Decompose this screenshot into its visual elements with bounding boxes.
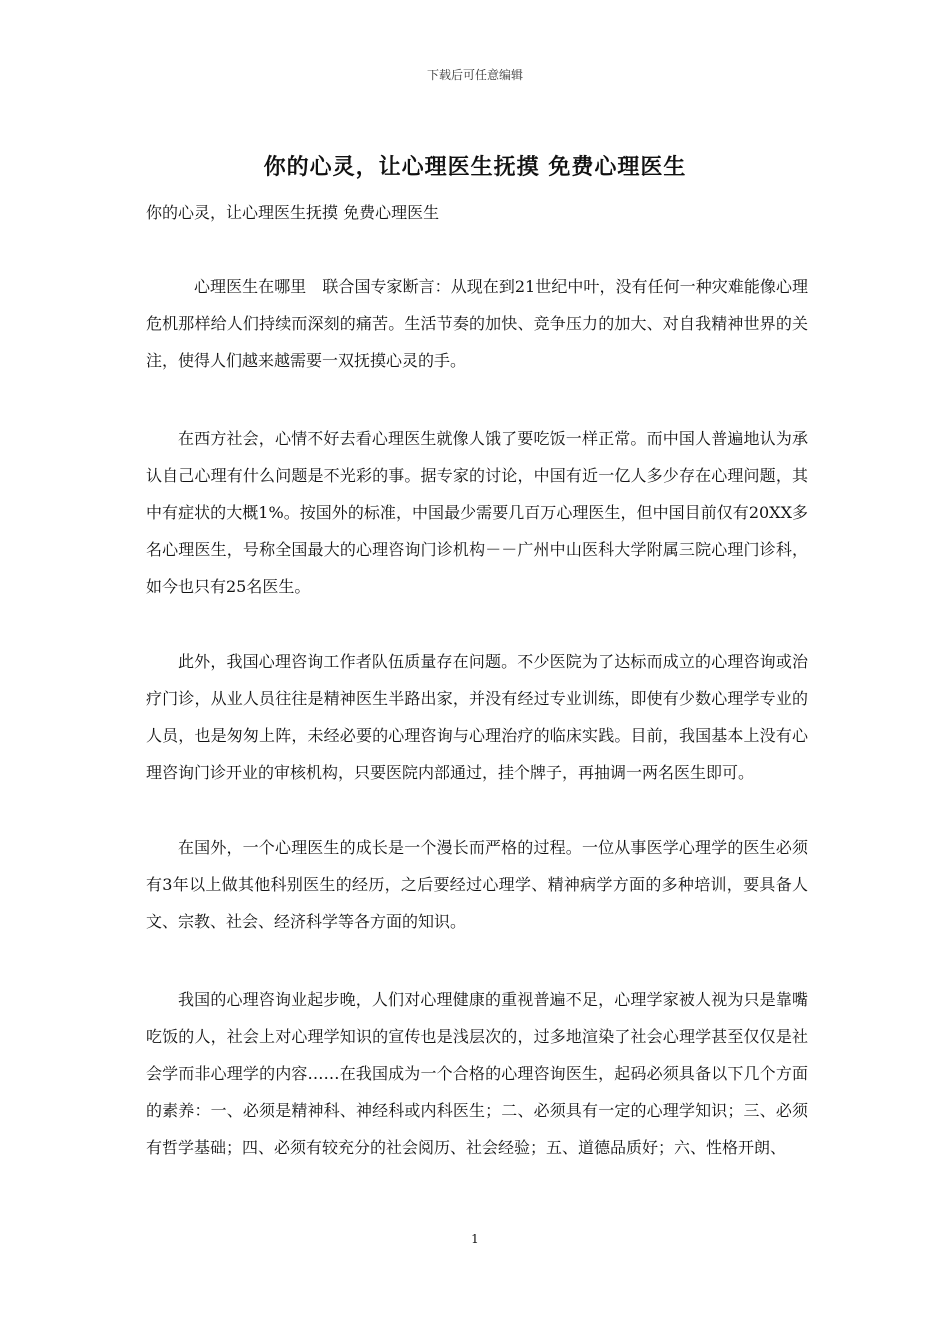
paragraph-block [146,643,808,791]
paragraph-block [146,420,808,605]
document-subtitle: 你的心灵，让心理医生抚摸 免费心理医生 [146,203,440,222]
paragraph: 在西方社会，心情不好去看心理医生就像人饿了要吃饭一样正常。而中国人普遍地认为承认自己心理有什么问题是不光彩的事。据专家的讨论，中国有近一亿人多少存在心理问题，其中有症状的大概1%。按国外的标准，中国最少需要几百万心理医生，但中国目前仅有20XX多名心理医生，号称全国最大的心理咨询门诊机构－－广州中山医科大学附属三院心理门诊科，如今也只有25名医生。 [146,429,808,596]
paragraph-block [146,268,808,379]
document-title: 你的心灵，让心理医生抚摸 免费心理医生 [263,154,687,180]
page-number: 1 [471,1232,479,1246]
paragraph: 心理医生在哪里 联合国专家断言：从现在到21世纪中叶，没有任何一种灾难能像心理危机那样给人们持续而深刻的痛苦。生活节奏的加快、竞争压力的加大、对自我精神世界的关注，使得人们越来越需要一双抚摸心灵的手。 [146,277,808,370]
paragraph: 我国的心理咨询业起步晚，人们对心理健康的重视普遍不足，心理学家被人视为只是靠嘴吃饭的人，社会上对心理学知识的宣传也是浅层次的，过多地渲染了社会心理学甚至仅仅是社会学而非心理学的内容……在我国成为一个合格的心理咨询医生，起码必须具备以下几个方面的素养：一、必须是精神科、神经科或内科医生；二、必须具有一定的心理学知识；三、必须有哲学基础；四、必须有较充分的社会阅历、社会经验；五、道德品质好；六、性格开朗、 [146,990,808,1157]
paragraph-block [146,829,808,940]
paragraph: 在国外，一个心理医生的成长是一个漫长而严格的过程。一位从事医学心理学的医生必须有3年以上做其他科别医生的经历，之后要经过心理学、精神病学方面的多种培训，要具备人文、宗教、社会、经济科学等各方面的知识。 [146,838,808,931]
paragraph-block [146,981,808,1166]
header-note: 下载后可任意编辑 [426,68,523,82]
paragraph: 此外，我国心理咨询工作者队伍质量存在问题。不少医院为了达标而成立的心理咨询或治疗门诊，从业人员往往是精神医生半路出家，并没有经过专业训练，即使有少数心理学专业的人员，也是匆匆上阵，未经必要的心理咨询与心理治疗的临床实践。目前，我国基本上没有心理咨询门诊开业的审核机构，只要医院内部通过，挂个牌子，再抽调一两名医生即可。 [146,652,808,782]
